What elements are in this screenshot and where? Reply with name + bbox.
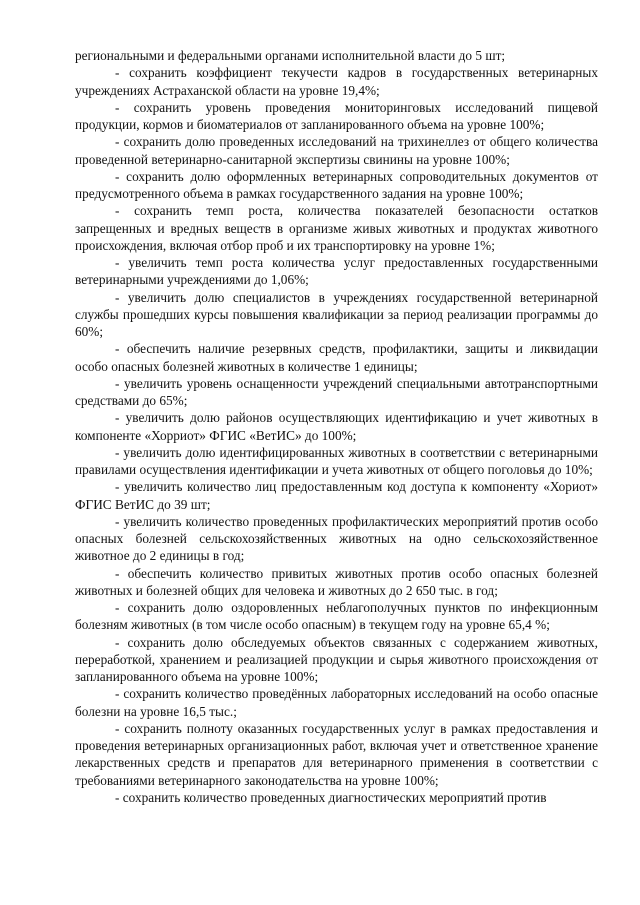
paragraph-14: - увеличить количество проведенных профилактических мероприятий против особо опасных болезней сельскохозяйственных животных на одно сельскохозяйственное животное до 2 единицы в год; — [75, 513, 598, 564]
paragraph-7: - увеличить темп роста количества услуг предоставленных государственными ветеринарными учреждениями до 1,06%; — [75, 255, 598, 288]
document-page — [75, 47, 598, 806]
paragraph-2: - сохранить коэффициент текучести кадров в государственных ветеринарных учреждениях Астраханской области на уровне 19,4%; — [75, 65, 598, 98]
paragraph-3: - сохранить уровень проведения мониторинговых исследований пищевой продукции, кормов и биоматериалов от запланированного объема на уровне 100%; — [75, 99, 598, 132]
paragraph-19: - сохранить полноту оказанных государственных услуг в рамках предоставления и проведения ветеринарных организационных работ, включая учет и ответственное хранение лекарственных средств и препаратов для ветеринарного применения в соответствии с требованиями ветеринарного законодательства на уровне 100%; — [75, 720, 598, 788]
paragraph-12: - увеличить долю идентифицированных животных в соответствии с ветеринарными правилами осуществления идентификации и учета животных от общего поголовья до 10%; — [75, 444, 598, 477]
paragraph-16: - сохранить долю оздоровленных неблагополучных пунктов по инфекционным болезням животных (в том числе особо опасным) в текущем году на уровне 65,4 %; — [75, 600, 598, 633]
paragraph-10: - увеличить уровень оснащенности учреждений специальными автотранспортными средствами до 65%; — [75, 375, 598, 408]
paragraph-15: - обеспечить количество привитых животных против особо опасных болезней животных и болезней общих для человека и животных до 2 650 тыс. в год; — [75, 565, 598, 598]
paragraph-18: - сохранить количество проведённых лабораторных исследований на особо опасные болезни на уровне 16,5 тыс.; — [75, 686, 598, 719]
paragraph-17: - сохранить долю обследуемых объектов связанных с содержанием животных, переработкой, хранением и реализацией продукции и сырья животного происхождения от запланированного объема на уровне 100%; — [75, 634, 598, 684]
paragraph-8: - увеличить долю специалистов в учреждениях государственной ветеринарной службы прошедших курсы повышения квалификации за период реализации программы до 60%; — [75, 289, 598, 339]
paragraph-20: - сохранить количество проведенных диагностических мероприятий против — [115, 789, 547, 805]
paragraph-4: - сохранить долю проведенных исследований на трихинеллез от общего количества проведенной ветеринарно-санитарной экспертизы свинины на уровне 100%; — [75, 134, 598, 167]
paragraph-1: региональными и федеральными органами исполнительной власти до 5 шт; — [75, 48, 506, 63]
paragraph-11: - увеличить долю районов осуществляющих идентификацию и учет животных в компоненте «Хорриот» ФГИС «ВетИС» до 100%; — [75, 410, 598, 443]
paragraph-9: - обеспечить наличие резервных средств, профилактики, защиты и ликвидации особо опасных болезней животных в количестве 1 единицы; — [75, 341, 598, 374]
paragraph-13: - увеличить количество лиц предоставленным код доступа к компоненту «Хориот» ФГИС ВетИС до 39 шт; — [75, 479, 598, 512]
paragraph-6: - сохранить темп роста, количества показателей безопасности остатков запрещенных и вредных веществ в организме живых животных и продуктах животного происхождения, включая отбор проб и их транспортировку на уровне 1%; — [75, 203, 598, 253]
paragraph-5: - сохранить долю оформленных ветеринарных сопроводительных документов от предусмотренного объема в рамках государственного задания на уровне 100%; — [75, 168, 598, 201]
